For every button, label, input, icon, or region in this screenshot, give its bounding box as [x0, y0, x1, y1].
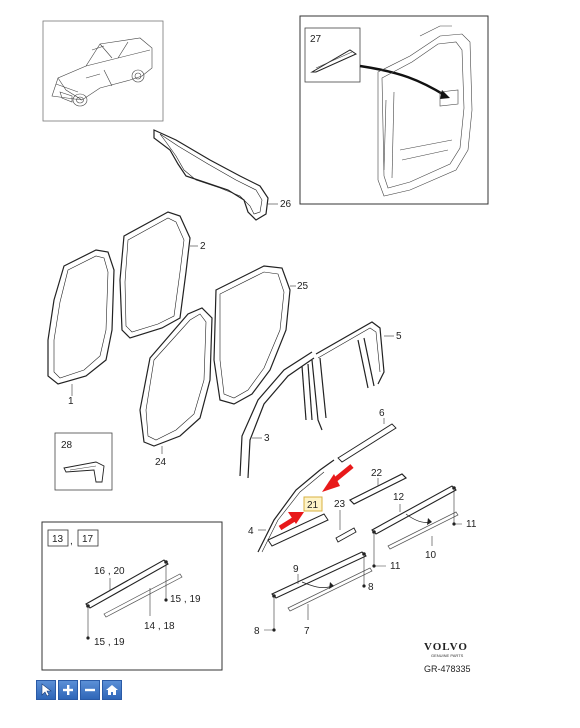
home-icon [105, 684, 119, 696]
part-label-8-left: 8 [254, 626, 260, 637]
inset-label-14-18: 14 , 18 [144, 621, 175, 632]
part-label-23: 23 [334, 499, 346, 510]
pillar-seal-3[interactable] [240, 352, 314, 478]
inset-tag-17: 17 [82, 534, 94, 545]
part-28-box[interactable] [55, 433, 112, 490]
moulding-12[interactable] [372, 486, 456, 534]
moulding-inset-13-17[interactable] [42, 522, 222, 670]
part-label-9: 9 [293, 564, 299, 575]
part-label-1: 1 [68, 396, 74, 407]
seal-1[interactable] [48, 250, 114, 407]
inset-tag-separator: , [70, 536, 73, 547]
zoom-out-button[interactable] [80, 680, 100, 700]
volvo-logo: VOLVO [424, 641, 468, 653]
window-frame-5[interactable] [312, 322, 402, 430]
door-detail-inset[interactable] [300, 16, 488, 204]
plus-icon [62, 684, 74, 696]
part-label-8-right: 8 [368, 582, 374, 593]
part-label-22: 22 [371, 468, 383, 479]
home-button[interactable] [102, 680, 122, 700]
cursor-icon [40, 683, 52, 697]
inset-label-15-19-left: 15 , 19 [94, 637, 125, 648]
part-label-7: 7 [304, 626, 310, 637]
part-label-12: 12 [393, 492, 405, 503]
genuine-parts-label: GENUINE PARTS [431, 653, 464, 658]
part-label-5: 5 [396, 331, 402, 342]
reference-number: GR-478335 [424, 664, 471, 674]
part-label-6: 6 [379, 408, 385, 419]
seal-26[interactable] [154, 130, 292, 220]
moulding-9[interactable] [272, 552, 366, 598]
strip-23[interactable] [334, 499, 356, 542]
part-label-10: 10 [425, 550, 437, 561]
volvo-brand-block [424, 641, 471, 674]
part-label-11-upper: 11 [466, 519, 477, 530]
highlight-arrow-upper [322, 466, 352, 492]
seal-2[interactable] [120, 212, 206, 338]
inset-label-16-20: 16 , 20 [94, 566, 125, 577]
moulding-7[interactable] [288, 568, 372, 637]
part-label-26: 26 [280, 199, 292, 210]
seal-25[interactable] [214, 266, 309, 404]
part-label-21: 21 [307, 500, 319, 511]
part-label-2: 2 [200, 241, 206, 252]
viewer-toolbar [36, 680, 122, 700]
inset-label-15-19-right: 15 , 19 [170, 594, 201, 605]
minus-icon [84, 684, 96, 696]
zoom-in-button[interactable] [58, 680, 78, 700]
part-label-24: 24 [155, 457, 167, 468]
part-label-3: 3 [264, 433, 270, 444]
part-label-4: 4 [248, 526, 254, 537]
strip-6[interactable] [338, 408, 396, 462]
select-tool-button[interactable] [36, 680, 56, 700]
inset-tag-13: 13 [52, 534, 64, 545]
vehicle-thumbnail[interactable] [43, 21, 163, 121]
part-label-25: 25 [297, 281, 309, 292]
part-label-11-lower: 11 [390, 561, 401, 572]
part-label-27: 27 [310, 34, 322, 45]
part-label-28: 28 [61, 440, 73, 451]
